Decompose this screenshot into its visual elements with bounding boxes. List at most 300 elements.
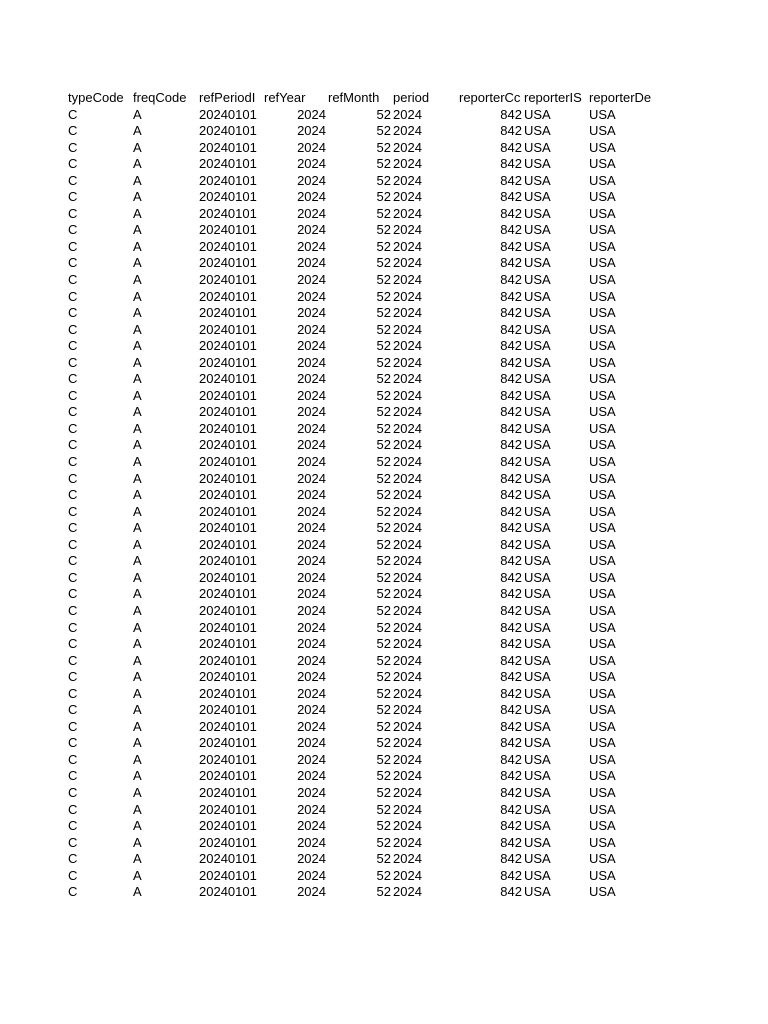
cell-refperiodid[interactable]: 20240101 bbox=[199, 636, 257, 652]
cell-reportercode[interactable]: 842 bbox=[500, 867, 522, 883]
cell-refmonth[interactable]: 52 bbox=[376, 586, 391, 602]
cell-refperiodid[interactable]: 20240101 bbox=[199, 702, 257, 718]
cell-refyear[interactable]: 2024 bbox=[297, 801, 326, 817]
cell-typecode[interactable]: C bbox=[68, 801, 78, 817]
cell-refperiodid[interactable]: 20240101 bbox=[199, 652, 257, 668]
cell-period[interactable]: 2024 bbox=[393, 321, 422, 337]
cell-typecode[interactable]: C bbox=[68, 553, 78, 569]
cell-refperiodid[interactable]: 20240101 bbox=[199, 305, 257, 321]
cell-reporteriso[interactable]: USA bbox=[524, 354, 551, 370]
cell-reporteriso[interactable]: USA bbox=[524, 305, 551, 321]
cell-reporteriso[interactable]: USA bbox=[524, 818, 551, 834]
cell-refperiodid[interactable]: 20240101 bbox=[199, 503, 257, 519]
cell-refyear[interactable]: 2024 bbox=[297, 338, 326, 354]
cell-reporterdesc[interactable]: USA bbox=[589, 371, 616, 387]
cell-refperiodid[interactable]: 20240101 bbox=[199, 222, 257, 238]
cell-refyear[interactable]: 2024 bbox=[297, 602, 326, 618]
cell-period[interactable]: 2024 bbox=[393, 123, 422, 139]
cell-reporteriso[interactable]: USA bbox=[524, 420, 551, 436]
cell-typecode[interactable]: C bbox=[68, 619, 78, 635]
cell-typecode[interactable]: C bbox=[68, 851, 78, 867]
cell-reportercode[interactable]: 842 bbox=[500, 586, 522, 602]
cell-period[interactable]: 2024 bbox=[393, 487, 422, 503]
cell-period[interactable]: 2024 bbox=[393, 205, 422, 221]
cell-reporterdesc[interactable]: USA bbox=[589, 602, 616, 618]
cell-refyear[interactable]: 2024 bbox=[297, 768, 326, 784]
cell-reporteriso[interactable]: USA bbox=[524, 702, 551, 718]
cell-period[interactable]: 2024 bbox=[393, 172, 422, 188]
cell-reporteriso[interactable]: USA bbox=[524, 784, 551, 800]
cell-reporterdesc[interactable]: USA bbox=[589, 685, 616, 701]
cell-refyear[interactable]: 2024 bbox=[297, 536, 326, 552]
cell-reporteriso[interactable]: USA bbox=[524, 404, 551, 420]
cell-refperiodid[interactable]: 20240101 bbox=[199, 139, 257, 155]
cell-reportercode[interactable]: 842 bbox=[500, 354, 522, 370]
cell-typecode[interactable]: C bbox=[68, 222, 78, 238]
cell-reportercode[interactable]: 842 bbox=[500, 702, 522, 718]
cell-reportercode[interactable]: 842 bbox=[500, 884, 522, 900]
cell-reporteriso[interactable]: USA bbox=[524, 636, 551, 652]
cell-refperiodid[interactable]: 20240101 bbox=[199, 338, 257, 354]
cell-refyear[interactable]: 2024 bbox=[297, 437, 326, 453]
cell-period[interactable]: 2024 bbox=[393, 801, 422, 817]
cell-period[interactable]: 2024 bbox=[393, 470, 422, 486]
cell-refmonth[interactable]: 52 bbox=[376, 851, 391, 867]
cell-period[interactable]: 2024 bbox=[393, 272, 422, 288]
cell-refmonth[interactable]: 52 bbox=[376, 437, 391, 453]
cell-refperiodid[interactable]: 20240101 bbox=[199, 536, 257, 552]
cell-refyear[interactable]: 2024 bbox=[297, 586, 326, 602]
cell-refyear[interactable]: 2024 bbox=[297, 106, 326, 122]
cell-period[interactable]: 2024 bbox=[393, 636, 422, 652]
cell-refmonth[interactable]: 52 bbox=[376, 305, 391, 321]
cell-refyear[interactable]: 2024 bbox=[297, 751, 326, 767]
cell-period[interactable]: 2024 bbox=[393, 818, 422, 834]
cell-reporteriso[interactable]: USA bbox=[524, 371, 551, 387]
cell-period[interactable]: 2024 bbox=[393, 189, 422, 205]
cell-reportercode[interactable]: 842 bbox=[500, 851, 522, 867]
cell-typecode[interactable]: C bbox=[68, 884, 78, 900]
header-typecode[interactable]: typeCode bbox=[68, 90, 124, 105]
cell-refperiodid[interactable]: 20240101 bbox=[199, 272, 257, 288]
cell-typecode[interactable]: C bbox=[68, 123, 78, 139]
cell-reportercode[interactable]: 842 bbox=[500, 718, 522, 734]
cell-reporteriso[interactable]: USA bbox=[524, 685, 551, 701]
cell-period[interactable]: 2024 bbox=[393, 454, 422, 470]
cell-freqcode[interactable]: A bbox=[133, 305, 142, 321]
cell-freqcode[interactable]: A bbox=[133, 553, 142, 569]
cell-reporteriso[interactable]: USA bbox=[524, 255, 551, 271]
cell-refperiodid[interactable]: 20240101 bbox=[199, 156, 257, 172]
cell-refmonth[interactable]: 52 bbox=[376, 536, 391, 552]
cell-typecode[interactable]: C bbox=[68, 404, 78, 420]
cell-reporterdesc[interactable]: USA bbox=[589, 189, 616, 205]
cell-period[interactable]: 2024 bbox=[393, 139, 422, 155]
cell-typecode[interactable]: C bbox=[68, 636, 78, 652]
cell-refmonth[interactable]: 52 bbox=[376, 768, 391, 784]
cell-refyear[interactable]: 2024 bbox=[297, 718, 326, 734]
cell-reporterdesc[interactable]: USA bbox=[589, 139, 616, 155]
cell-reporterdesc[interactable]: USA bbox=[589, 106, 616, 122]
cell-reportercode[interactable]: 842 bbox=[500, 569, 522, 585]
cell-refyear[interactable]: 2024 bbox=[297, 503, 326, 519]
cell-refyear[interactable]: 2024 bbox=[297, 454, 326, 470]
cell-period[interactable]: 2024 bbox=[393, 768, 422, 784]
cell-freqcode[interactable]: A bbox=[133, 255, 142, 271]
cell-freqcode[interactable]: A bbox=[133, 189, 142, 205]
cell-refyear[interactable]: 2024 bbox=[297, 867, 326, 883]
cell-period[interactable]: 2024 bbox=[393, 619, 422, 635]
cell-typecode[interactable]: C bbox=[68, 669, 78, 685]
cell-refperiodid[interactable]: 20240101 bbox=[199, 420, 257, 436]
cell-refperiodid[interactable]: 20240101 bbox=[199, 189, 257, 205]
cell-reporteriso[interactable]: USA bbox=[524, 884, 551, 900]
cell-freqcode[interactable]: A bbox=[133, 106, 142, 122]
cell-reporterdesc[interactable]: USA bbox=[589, 338, 616, 354]
cell-refperiodid[interactable]: 20240101 bbox=[199, 371, 257, 387]
cell-refperiodid[interactable]: 20240101 bbox=[199, 818, 257, 834]
cell-refyear[interactable]: 2024 bbox=[297, 420, 326, 436]
cell-typecode[interactable]: C bbox=[68, 272, 78, 288]
cell-period[interactable]: 2024 bbox=[393, 652, 422, 668]
cell-reporterdesc[interactable]: USA bbox=[589, 454, 616, 470]
cell-typecode[interactable]: C bbox=[68, 139, 78, 155]
cell-reportercode[interactable]: 842 bbox=[500, 487, 522, 503]
cell-typecode[interactable]: C bbox=[68, 652, 78, 668]
cell-reporterdesc[interactable]: USA bbox=[589, 586, 616, 602]
cell-typecode[interactable]: C bbox=[68, 338, 78, 354]
cell-period[interactable]: 2024 bbox=[393, 669, 422, 685]
cell-reportercode[interactable]: 842 bbox=[500, 520, 522, 536]
cell-reportercode[interactable]: 842 bbox=[500, 404, 522, 420]
cell-reporterdesc[interactable]: USA bbox=[589, 553, 616, 569]
cell-reportercode[interactable]: 842 bbox=[500, 784, 522, 800]
cell-refmonth[interactable]: 52 bbox=[376, 652, 391, 668]
cell-typecode[interactable]: C bbox=[68, 470, 78, 486]
cell-refyear[interactable]: 2024 bbox=[297, 569, 326, 585]
cell-reporteriso[interactable]: USA bbox=[524, 520, 551, 536]
header-refmonth[interactable]: refMonth bbox=[328, 90, 380, 105]
cell-freqcode[interactable]: A bbox=[133, 784, 142, 800]
cell-refyear[interactable]: 2024 bbox=[297, 156, 326, 172]
cell-refmonth[interactable]: 52 bbox=[376, 288, 391, 304]
cell-reporteriso[interactable]: USA bbox=[524, 768, 551, 784]
cell-period[interactable]: 2024 bbox=[393, 586, 422, 602]
cell-reporteriso[interactable]: USA bbox=[524, 801, 551, 817]
cell-reporterdesc[interactable]: USA bbox=[589, 784, 616, 800]
cell-refmonth[interactable]: 52 bbox=[376, 238, 391, 254]
cell-freqcode[interactable]: A bbox=[133, 321, 142, 337]
cell-refmonth[interactable]: 52 bbox=[376, 106, 391, 122]
cell-refmonth[interactable]: 52 bbox=[376, 371, 391, 387]
cell-reporteriso[interactable]: USA bbox=[524, 454, 551, 470]
cell-period[interactable]: 2024 bbox=[393, 420, 422, 436]
cell-reporterdesc[interactable]: USA bbox=[589, 702, 616, 718]
cell-reporterdesc[interactable]: USA bbox=[589, 818, 616, 834]
cell-reportercode[interactable]: 842 bbox=[500, 156, 522, 172]
cell-reporteriso[interactable]: USA bbox=[524, 718, 551, 734]
cell-refperiodid[interactable]: 20240101 bbox=[199, 619, 257, 635]
cell-reportercode[interactable]: 842 bbox=[500, 619, 522, 635]
cell-reportercode[interactable]: 842 bbox=[500, 321, 522, 337]
cell-refyear[interactable]: 2024 bbox=[297, 255, 326, 271]
cell-reporteriso[interactable]: USA bbox=[524, 586, 551, 602]
cell-freqcode[interactable]: A bbox=[133, 205, 142, 221]
cell-reporterdesc[interactable]: USA bbox=[589, 503, 616, 519]
cell-reportercode[interactable]: 842 bbox=[500, 338, 522, 354]
cell-typecode[interactable]: C bbox=[68, 172, 78, 188]
cell-reporteriso[interactable]: USA bbox=[524, 669, 551, 685]
cell-reporterdesc[interactable]: USA bbox=[589, 305, 616, 321]
cell-reportercode[interactable]: 842 bbox=[500, 636, 522, 652]
cell-refperiodid[interactable]: 20240101 bbox=[199, 404, 257, 420]
cell-freqcode[interactable]: A bbox=[133, 238, 142, 254]
cell-reporterdesc[interactable]: USA bbox=[589, 569, 616, 585]
cell-reporteriso[interactable]: USA bbox=[524, 751, 551, 767]
cell-period[interactable]: 2024 bbox=[393, 602, 422, 618]
cell-reporteriso[interactable]: USA bbox=[524, 139, 551, 155]
cell-reportercode[interactable]: 842 bbox=[500, 768, 522, 784]
cell-reporteriso[interactable]: USA bbox=[524, 338, 551, 354]
cell-reportercode[interactable]: 842 bbox=[500, 288, 522, 304]
cell-refperiodid[interactable]: 20240101 bbox=[199, 685, 257, 701]
cell-refyear[interactable]: 2024 bbox=[297, 272, 326, 288]
cell-reportercode[interactable]: 842 bbox=[500, 139, 522, 155]
cell-typecode[interactable]: C bbox=[68, 569, 78, 585]
cell-typecode[interactable]: C bbox=[68, 189, 78, 205]
cell-refmonth[interactable]: 52 bbox=[376, 702, 391, 718]
cell-refyear[interactable]: 2024 bbox=[297, 735, 326, 751]
cell-refmonth[interactable]: 52 bbox=[376, 272, 391, 288]
cell-reporteriso[interactable]: USA bbox=[524, 851, 551, 867]
header-reporteriso[interactable]: reporterIS bbox=[524, 90, 582, 105]
cell-reporterdesc[interactable]: USA bbox=[589, 354, 616, 370]
cell-freqcode[interactable]: A bbox=[133, 751, 142, 767]
cell-refyear[interactable]: 2024 bbox=[297, 851, 326, 867]
cell-refyear[interactable]: 2024 bbox=[297, 123, 326, 139]
cell-freqcode[interactable]: A bbox=[133, 123, 142, 139]
cell-freqcode[interactable]: A bbox=[133, 338, 142, 354]
cell-typecode[interactable]: C bbox=[68, 454, 78, 470]
cell-freqcode[interactable]: A bbox=[133, 702, 142, 718]
cell-refperiodid[interactable]: 20240101 bbox=[199, 288, 257, 304]
cell-reportercode[interactable]: 842 bbox=[500, 205, 522, 221]
cell-reporterdesc[interactable]: USA bbox=[589, 420, 616, 436]
cell-period[interactable]: 2024 bbox=[393, 503, 422, 519]
cell-reportercode[interactable]: 842 bbox=[500, 189, 522, 205]
cell-typecode[interactable]: C bbox=[68, 238, 78, 254]
header-refperiodid[interactable]: refPeriodI bbox=[199, 90, 256, 105]
cell-reporteriso[interactable]: USA bbox=[524, 205, 551, 221]
cell-freqcode[interactable]: A bbox=[133, 735, 142, 751]
cell-refmonth[interactable]: 52 bbox=[376, 470, 391, 486]
cell-refmonth[interactable]: 52 bbox=[376, 751, 391, 767]
cell-typecode[interactable]: C bbox=[68, 702, 78, 718]
cell-refmonth[interactable]: 52 bbox=[376, 387, 391, 403]
cell-period[interactable]: 2024 bbox=[393, 784, 422, 800]
cell-refperiodid[interactable]: 20240101 bbox=[199, 205, 257, 221]
cell-reporteriso[interactable]: USA bbox=[524, 156, 551, 172]
cell-reporterdesc[interactable]: USA bbox=[589, 238, 616, 254]
cell-refmonth[interactable]: 52 bbox=[376, 636, 391, 652]
cell-freqcode[interactable]: A bbox=[133, 636, 142, 652]
cell-reportercode[interactable]: 842 bbox=[500, 305, 522, 321]
cell-period[interactable]: 2024 bbox=[393, 834, 422, 850]
cell-freqcode[interactable]: A bbox=[133, 619, 142, 635]
header-freqcode[interactable]: freqCode bbox=[133, 90, 187, 105]
cell-refyear[interactable]: 2024 bbox=[297, 487, 326, 503]
cell-refperiodid[interactable]: 20240101 bbox=[199, 751, 257, 767]
cell-reporteriso[interactable]: USA bbox=[524, 735, 551, 751]
cell-reporteriso[interactable]: USA bbox=[524, 619, 551, 635]
cell-refmonth[interactable]: 52 bbox=[376, 867, 391, 883]
cell-refperiodid[interactable]: 20240101 bbox=[199, 553, 257, 569]
cell-freqcode[interactable]: A bbox=[133, 156, 142, 172]
cell-reporteriso[interactable]: USA bbox=[524, 487, 551, 503]
header-refyear[interactable]: refYear bbox=[264, 90, 306, 105]
cell-reportercode[interactable]: 842 bbox=[500, 371, 522, 387]
cell-reporterdesc[interactable]: USA bbox=[589, 272, 616, 288]
cell-reportercode[interactable]: 842 bbox=[500, 536, 522, 552]
cell-period[interactable]: 2024 bbox=[393, 735, 422, 751]
cell-refperiodid[interactable]: 20240101 bbox=[199, 172, 257, 188]
cell-refmonth[interactable]: 52 bbox=[376, 784, 391, 800]
cell-typecode[interactable]: C bbox=[68, 288, 78, 304]
cell-reporterdesc[interactable]: USA bbox=[589, 123, 616, 139]
cell-reporteriso[interactable]: USA bbox=[524, 652, 551, 668]
cell-refyear[interactable]: 2024 bbox=[297, 139, 326, 155]
cell-reportercode[interactable]: 842 bbox=[500, 801, 522, 817]
cell-reporteriso[interactable]: USA bbox=[524, 106, 551, 122]
cell-reporterdesc[interactable]: USA bbox=[589, 487, 616, 503]
cell-refyear[interactable]: 2024 bbox=[297, 189, 326, 205]
cell-refperiodid[interactable]: 20240101 bbox=[199, 884, 257, 900]
cell-reporteriso[interactable]: USA bbox=[524, 470, 551, 486]
cell-refyear[interactable]: 2024 bbox=[297, 288, 326, 304]
cell-reportercode[interactable]: 842 bbox=[500, 470, 522, 486]
cell-reporterdesc[interactable]: USA bbox=[589, 884, 616, 900]
cell-typecode[interactable]: C bbox=[68, 487, 78, 503]
cell-typecode[interactable]: C bbox=[68, 354, 78, 370]
cell-reportercode[interactable]: 842 bbox=[500, 106, 522, 122]
cell-typecode[interactable]: C bbox=[68, 503, 78, 519]
cell-refmonth[interactable]: 52 bbox=[376, 503, 391, 519]
cell-refyear[interactable]: 2024 bbox=[297, 685, 326, 701]
cell-refmonth[interactable]: 52 bbox=[376, 123, 391, 139]
cell-freqcode[interactable]: A bbox=[133, 718, 142, 734]
cell-refmonth[interactable]: 52 bbox=[376, 619, 391, 635]
cell-reportercode[interactable]: 842 bbox=[500, 669, 522, 685]
cell-typecode[interactable]: C bbox=[68, 536, 78, 552]
cell-freqcode[interactable]: A bbox=[133, 404, 142, 420]
cell-reporteriso[interactable]: USA bbox=[524, 272, 551, 288]
cell-reporterdesc[interactable]: USA bbox=[589, 222, 616, 238]
cell-reportercode[interactable]: 842 bbox=[500, 387, 522, 403]
cell-refmonth[interactable]: 52 bbox=[376, 602, 391, 618]
cell-reporteriso[interactable]: USA bbox=[524, 867, 551, 883]
cell-reportercode[interactable]: 842 bbox=[500, 420, 522, 436]
cell-reporteriso[interactable]: USA bbox=[524, 569, 551, 585]
cell-refyear[interactable]: 2024 bbox=[297, 371, 326, 387]
cell-reporterdesc[interactable]: USA bbox=[589, 156, 616, 172]
cell-refyear[interactable]: 2024 bbox=[297, 702, 326, 718]
header-reporterdesc[interactable]: reporterDe bbox=[589, 90, 652, 105]
cell-reportercode[interactable]: 842 bbox=[500, 222, 522, 238]
cell-reportercode[interactable]: 842 bbox=[500, 255, 522, 271]
cell-refperiodid[interactable]: 20240101 bbox=[199, 735, 257, 751]
cell-reporterdesc[interactable]: USA bbox=[589, 735, 616, 751]
cell-period[interactable]: 2024 bbox=[393, 884, 422, 900]
cell-typecode[interactable]: C bbox=[68, 387, 78, 403]
cell-freqcode[interactable]: A bbox=[133, 288, 142, 304]
cell-refperiodid[interactable]: 20240101 bbox=[199, 834, 257, 850]
cell-refperiodid[interactable]: 20240101 bbox=[199, 106, 257, 122]
cell-freqcode[interactable]: A bbox=[133, 272, 142, 288]
cell-typecode[interactable]: C bbox=[68, 420, 78, 436]
cell-refperiodid[interactable]: 20240101 bbox=[199, 520, 257, 536]
cell-period[interactable]: 2024 bbox=[393, 851, 422, 867]
cell-reporterdesc[interactable]: USA bbox=[589, 288, 616, 304]
cell-period[interactable]: 2024 bbox=[393, 569, 422, 585]
cell-freqcode[interactable]: A bbox=[133, 387, 142, 403]
cell-refmonth[interactable]: 52 bbox=[376, 735, 391, 751]
cell-reporteriso[interactable]: USA bbox=[524, 536, 551, 552]
cell-freqcode[interactable]: A bbox=[133, 884, 142, 900]
cell-refyear[interactable]: 2024 bbox=[297, 205, 326, 221]
cell-freqcode[interactable]: A bbox=[133, 801, 142, 817]
cell-typecode[interactable]: C bbox=[68, 520, 78, 536]
cell-reporteriso[interactable]: USA bbox=[524, 437, 551, 453]
cell-reportercode[interactable]: 842 bbox=[500, 238, 522, 254]
cell-reporterdesc[interactable]: USA bbox=[589, 652, 616, 668]
cell-refperiodid[interactable]: 20240101 bbox=[199, 586, 257, 602]
cell-reportercode[interactable]: 842 bbox=[500, 652, 522, 668]
cell-refyear[interactable]: 2024 bbox=[297, 520, 326, 536]
cell-period[interactable]: 2024 bbox=[393, 685, 422, 701]
cell-refmonth[interactable]: 52 bbox=[376, 205, 391, 221]
cell-reporterdesc[interactable]: USA bbox=[589, 520, 616, 536]
cell-typecode[interactable]: C bbox=[68, 735, 78, 751]
cell-reportercode[interactable]: 842 bbox=[500, 818, 522, 834]
cell-reporterdesc[interactable]: USA bbox=[589, 470, 616, 486]
cell-reporterdesc[interactable]: USA bbox=[589, 636, 616, 652]
cell-refyear[interactable]: 2024 bbox=[297, 818, 326, 834]
cell-reporteriso[interactable]: USA bbox=[524, 503, 551, 519]
cell-refmonth[interactable]: 52 bbox=[376, 487, 391, 503]
cell-reportercode[interactable]: 842 bbox=[500, 751, 522, 767]
cell-refyear[interactable]: 2024 bbox=[297, 619, 326, 635]
cell-refmonth[interactable]: 52 bbox=[376, 172, 391, 188]
cell-period[interactable]: 2024 bbox=[393, 702, 422, 718]
cell-reportercode[interactable]: 842 bbox=[500, 685, 522, 701]
cell-refperiodid[interactable]: 20240101 bbox=[199, 669, 257, 685]
cell-refyear[interactable]: 2024 bbox=[297, 172, 326, 188]
cell-reporterdesc[interactable]: USA bbox=[589, 437, 616, 453]
cell-refmonth[interactable]: 52 bbox=[376, 189, 391, 205]
cell-reporterdesc[interactable]: USA bbox=[589, 321, 616, 337]
cell-refperiodid[interactable]: 20240101 bbox=[199, 718, 257, 734]
cell-reportercode[interactable]: 842 bbox=[500, 123, 522, 139]
cell-refyear[interactable]: 2024 bbox=[297, 222, 326, 238]
cell-period[interactable]: 2024 bbox=[393, 305, 422, 321]
cell-refmonth[interactable]: 52 bbox=[376, 884, 391, 900]
cell-refperiodid[interactable]: 20240101 bbox=[199, 768, 257, 784]
cell-freqcode[interactable]: A bbox=[133, 685, 142, 701]
cell-reportercode[interactable]: 842 bbox=[500, 735, 522, 751]
cell-freqcode[interactable]: A bbox=[133, 222, 142, 238]
cell-reporteriso[interactable]: USA bbox=[524, 387, 551, 403]
cell-freqcode[interactable]: A bbox=[133, 139, 142, 155]
